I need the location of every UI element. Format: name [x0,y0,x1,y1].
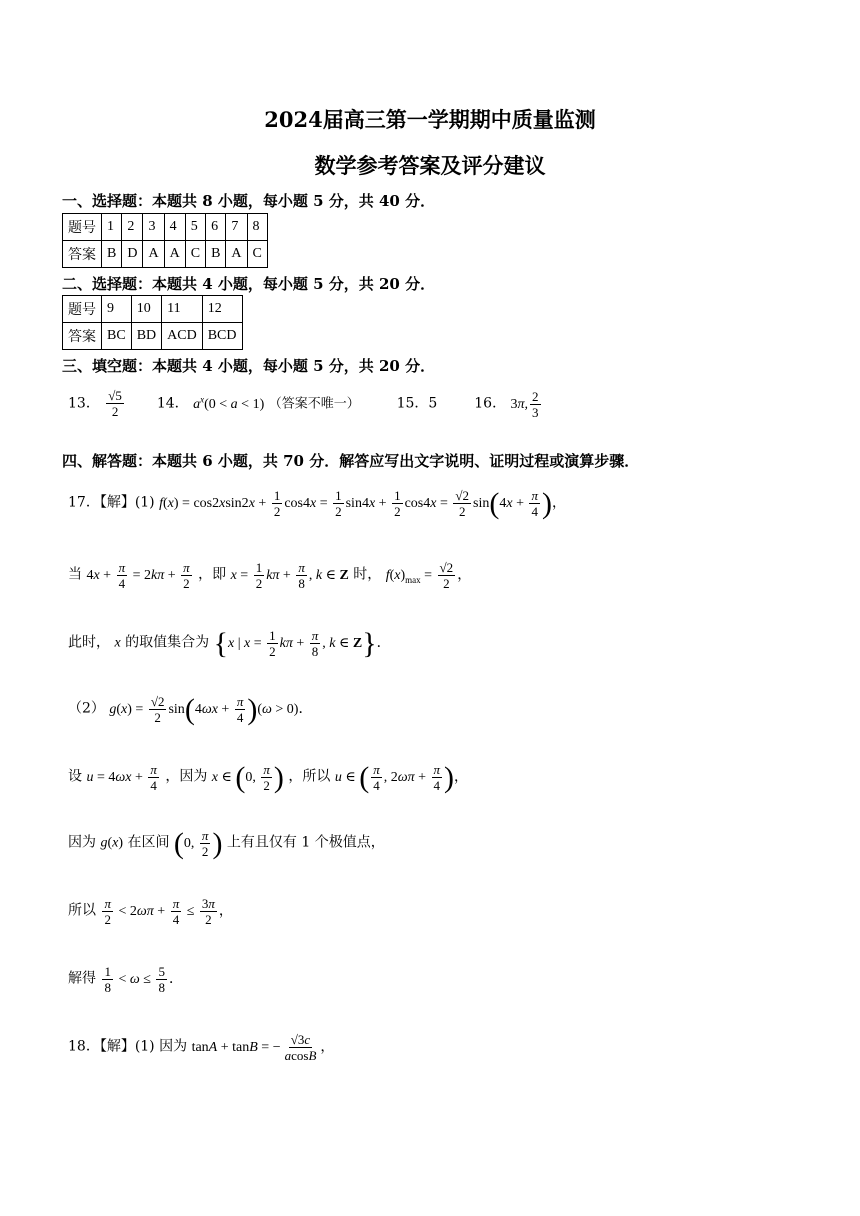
solution-17-substitution [68,762,468,793]
text: （2） [68,700,105,717]
q14-note: （答案不唯一） [268,396,360,412]
table-cell: B [102,241,122,268]
table-cell: 2 [122,214,143,241]
q13-label: 13． [68,395,100,412]
formula: x = $\frac{1}{2}$ kπ + $\frac{\pi}{8}$ , k ∈ Z [230,560,349,591]
table-cell: D [122,241,143,268]
page-subtitle: 数学参考答案及评分建议 [314,153,546,178]
formula: x ∈ (0, $\frac{\pi}{2}$ ) [211,760,284,794]
q16-label: 16． [474,395,507,412]
formula: g(x) [100,835,124,851]
text: 因为 [68,834,96,851]
table-cell: A [143,241,164,268]
solution-17-inequality [68,896,233,927]
text: 解得 [68,970,96,987]
formula: $\frac{1}{8}$ < ω ≤ $\frac{5}{8}$ ． [104,964,183,995]
text: ，因为 [165,768,208,785]
solution-17-extremum [68,828,385,859]
table-row-header: 答案 [63,323,102,350]
section-4-heading: 四、解答题：本题共 6 小题，共 70 分．解答应写出文字说明、证明过程或演算步骤． [62,452,640,470]
table-row-header: 题号 [63,214,102,241]
table-cell: C [185,241,205,268]
formula: {x | x = $\frac{1}{2}$ kπ + $\frac{\pi}{8}$ , k ∈ Z}． [213,626,391,660]
formula: u = 4ωx + $\frac{\pi}{4}$ [86,762,157,793]
q13-answer: $\frac{√5}{2}$ [108,388,122,419]
table-cell: 11 [162,296,203,323]
table-cell: 8 [247,214,267,241]
table-cell: B [206,241,226,268]
formula: u ∈ ( $\frac{\pi}{4}$ , 2ωπ + $\frac{\pi}{4}$ )， [334,760,469,794]
text: 当 [68,566,82,583]
table-row [63,323,243,350]
text: ，即 [198,566,227,583]
fill-answers [68,388,543,420]
formula: 4x + $\frac{\pi}{4}$ = 2kπ + $\frac{\pi}{2}$ [86,560,190,591]
text: 的取值集合为 [125,634,210,651]
text: 所以 [68,902,96,919]
table-cell: ACD [162,323,203,350]
table-cell: 10 [131,296,161,323]
q15-answer: 15．5 [396,395,438,412]
section-1-heading: 一、选择题：本题共 8 小题，每小题 5 分，共 40 分． [62,192,436,210]
table-cell: C [247,241,267,268]
answer-table-2 [62,295,243,350]
text: 时， [353,566,382,583]
q14-answer: $a^x(0 < a < 1)$ [193,393,265,412]
formula: $\frac{\pi}{2}$ < 2ωπ + $\frac{\pi}{4}$ ≤ $\frac{3\pi}{2}$ ， [104,896,233,927]
table-cell: 12 [202,296,242,323]
table-cell: BC [102,323,132,350]
formula: $f(x)_{max}$ = $\frac{√2}{2}$ ， [385,560,472,591]
text: 上有且仅有 1 个极值点， [226,834,385,851]
text: 在区间 [127,834,170,851]
table-cell: 4 [164,214,185,241]
answer-table-1 [62,213,268,268]
table-row-header: 题号 [63,296,102,323]
table-cell: BCD [202,323,242,350]
table-cell: 5 [185,214,205,241]
page-title: 2024届高三第一学期期中质量监测 [264,107,596,132]
table-row [63,241,268,268]
table-cell: BD [131,323,161,350]
solution-17-max [68,560,471,591]
solution-17-set: 此时， x 的取值集合为 {x | x = $\frac{1}{2}$ kπ + $\frac{\pi}{8}$ , k ∈ Z}． [68,626,391,660]
formula: f(x) = cos2xsin2x + $\frac{1}{2}$ cos4x = $\frac{1}{2}$ sin4x + $\frac{1}{2}$ cos4x = $\frac{√2}{2}$ sin(4x + $\frac{\pi}{4}$ )， [159,486,566,520]
table-row [63,214,268,241]
solution-17-part-2 [68,694,312,725]
solution-17-result [68,964,183,995]
q16-answer: 3π, $\frac{2}{3}$ [510,388,539,420]
text: 设 [68,768,82,785]
text: 此时， [68,634,110,651]
formula: (0, $\frac{\pi}{2}$ ) [173,826,223,860]
section-2-heading: 二、选择题：本题共 4 小题，每小题 5 分，共 20 分． [62,275,436,293]
table-cell: 6 [206,214,226,241]
solution-18-part-1 [68,1032,334,1063]
formula: g(x) = $\frac{√2}{2}$ sin(4ωx + $\frac{\pi}{4}$ )(ω > 0)． [109,692,313,726]
q14-label: 14． [156,395,189,412]
table-cell: 3 [143,214,164,241]
table-cell: A [164,241,185,268]
text: ，所以 [288,768,331,785]
table-cell: 9 [102,296,132,323]
table-cell: 1 [102,214,122,241]
table-cell: A [226,241,247,268]
solution-17-label: 17．【解】(1) [68,494,155,511]
table-cell: 7 [226,214,247,241]
table-row-header: 答案 [63,241,102,268]
table-row [63,296,243,323]
solution-17-part-1 [68,488,566,519]
formula: tanA + tanB = − $\frac{√3c}{acosB}$ ， [191,1032,335,1063]
section-3-heading: 三、填空题：本题共 4 小题，每小题 5 分，共 20 分． [62,357,436,375]
solution-18-label: 18．【解】(1) 因为 [68,1038,188,1055]
